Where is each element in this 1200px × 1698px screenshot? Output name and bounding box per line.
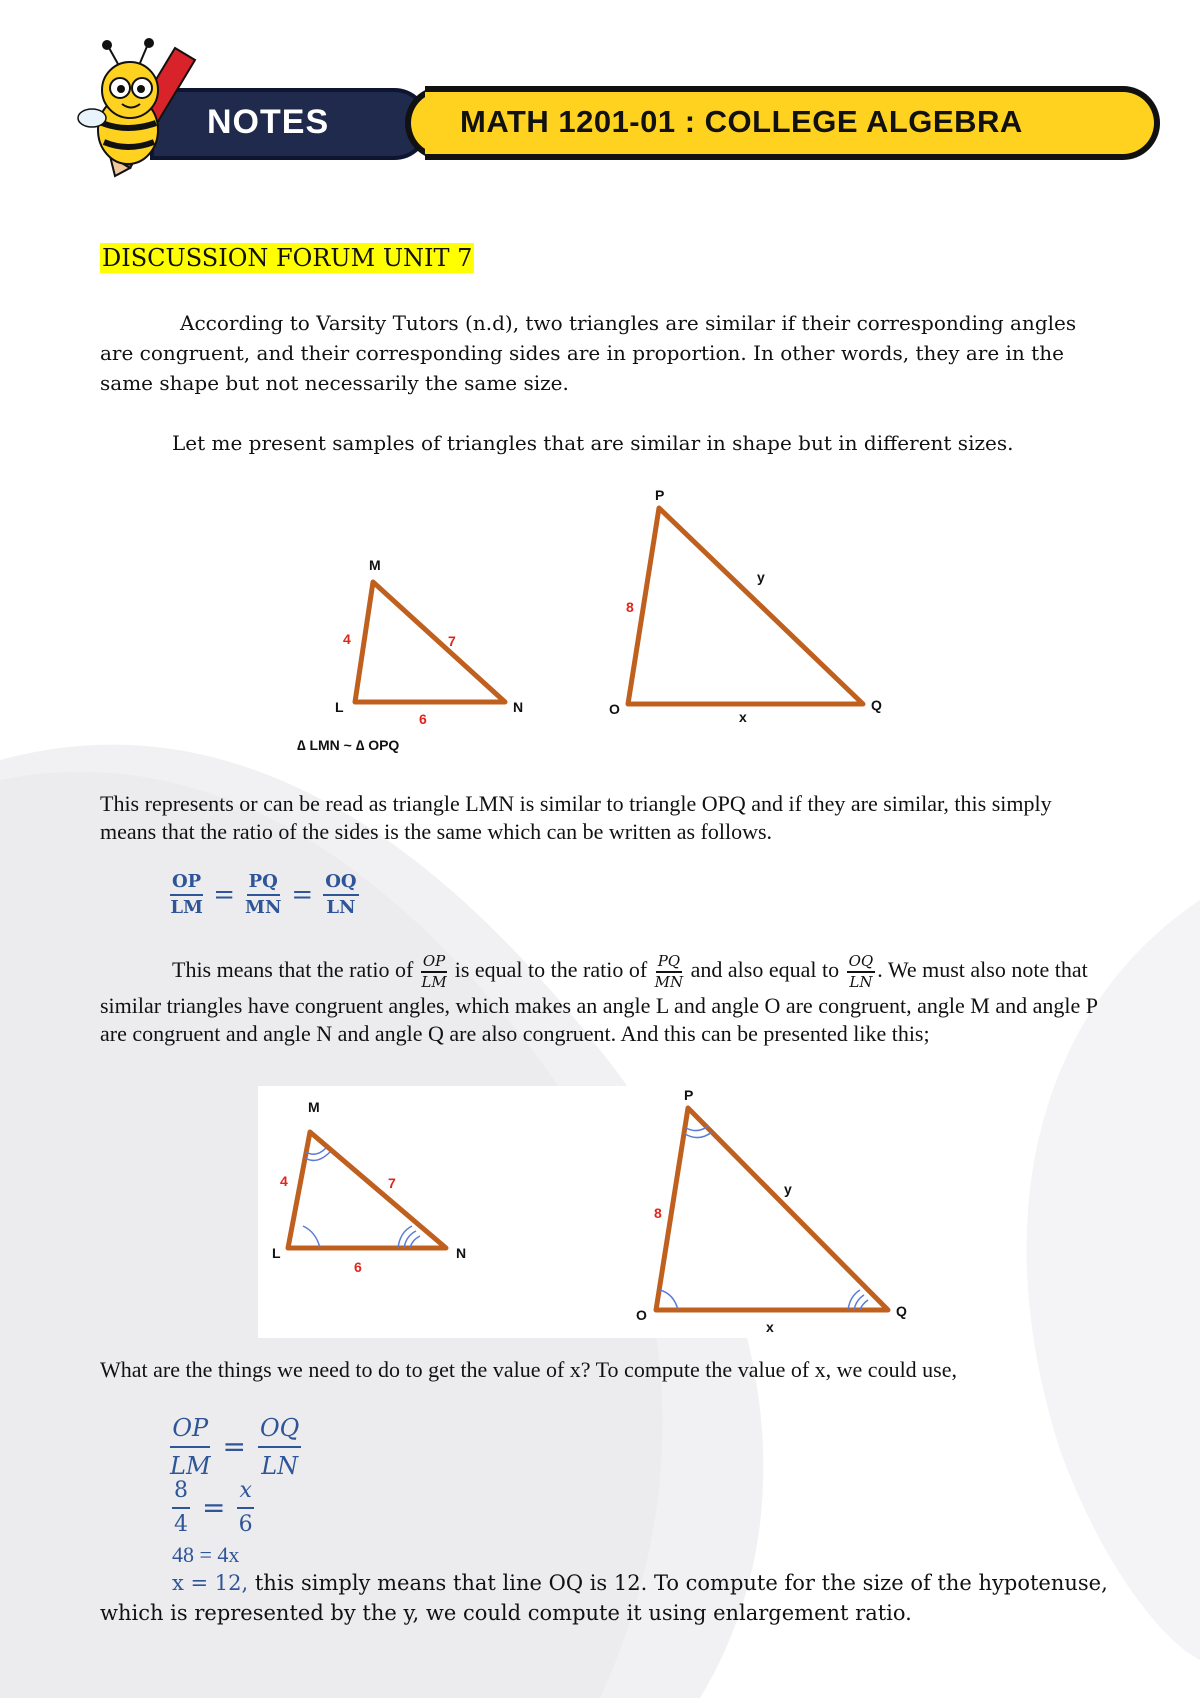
vertex-l-label: L xyxy=(335,699,344,715)
page-header xyxy=(0,0,1200,180)
equals-sign: = xyxy=(202,1491,226,1524)
side-mn-label: 7 xyxy=(388,1175,396,1191)
triangle-lmn-angles xyxy=(272,1099,466,1275)
side-ln-label: 6 xyxy=(354,1259,362,1275)
course-title: MATH 1201-01 : COLLEGE ALGEBRA xyxy=(460,104,1023,139)
intro-paragraph xyxy=(100,308,1100,398)
equals-sign: = xyxy=(222,1430,246,1463)
side-op-label: 8 xyxy=(654,1205,662,1221)
equals-sign: = xyxy=(291,880,314,910)
vertex-p-label: P xyxy=(655,487,665,503)
similar-triangles-figure xyxy=(293,486,901,758)
proportion-equation xyxy=(170,1410,301,1484)
notes-label: NOTES xyxy=(207,103,330,141)
cross-multiplied-equation: 48 = 4x xyxy=(172,1542,240,1567)
compute-x-question: What are the things we need to do to get the value of x? To compute the value of x, we could use, xyxy=(100,1357,958,1382)
samples-paragraph: Let me present samples of triangles that are similar in shape but in different sizes. xyxy=(172,431,1014,455)
vertex-m-label: M xyxy=(308,1099,320,1115)
side-pq-label: y xyxy=(757,569,765,585)
inline-fraction-pq-mn: $\frac{PQ}{MN}$ xyxy=(654,952,684,991)
vertex-q-label: Q xyxy=(896,1303,907,1319)
ratio-equation xyxy=(170,870,359,920)
side-lm-label: 4 xyxy=(343,631,351,647)
fraction-x-6: $\frac{x}{6}$ xyxy=(237,1475,253,1541)
triangle-opq xyxy=(609,487,882,725)
vertex-p-label: P xyxy=(684,1087,694,1103)
fraction-oq-ln: $\frac{OQ}{LN}$ xyxy=(325,871,357,918)
inline-fraction-op-lm: $\frac{OP}{LM}$ xyxy=(421,952,447,991)
vertex-m-label: M xyxy=(369,557,381,573)
congruent-angles-figure xyxy=(258,1086,936,1338)
intro-text: According to Varsity Tutors (n.d), two triangles are similar if their corresponding angles are congruent, and their corresponding sides are in proportion. In other words, they are in the same shape but not necessarily the same size. xyxy=(100,311,1077,395)
side-lm-label: 4 xyxy=(280,1173,288,1189)
similarity-caption: ∆ LMN ~ ∆ OPQ xyxy=(297,737,400,753)
fraction-pq-mn: $\frac{PQ}{MN}$ xyxy=(245,871,282,918)
triangle-opq-angles xyxy=(636,1087,907,1335)
inline-fraction-oq-ln: $\frac{OQ}{LN}$ xyxy=(848,952,874,991)
section-heading: DISCUSSION FORUM UNIT 7 xyxy=(102,244,473,272)
vertex-n-label: N xyxy=(513,699,524,715)
triangle-lmn xyxy=(335,557,523,727)
equals-sign: = xyxy=(213,880,236,910)
fraction-op-lm: $\frac{OP}{LM}$ xyxy=(170,1410,211,1484)
result-paragraph: x = 12, this simply means that line OQ is 12. To compute for the size of the hypotenuse, which is represented by the y, we could compute it using enlargement ratio. xyxy=(100,1571,1108,1625)
substituted-equation xyxy=(172,1475,254,1541)
side-mn-label: 7 xyxy=(448,633,456,649)
fraction-oq-ln: $\frac{OQ}{LN}$ xyxy=(258,1410,301,1484)
fraction-8-4: $\frac{8}{4}$ xyxy=(172,1475,190,1541)
vertex-o-label: O xyxy=(609,701,620,717)
side-ln-label: 6 xyxy=(419,711,427,727)
fraction-op-lm: $\frac{OP}{LM}$ xyxy=(170,871,203,918)
side-pq-label: y xyxy=(784,1181,792,1197)
ratio-explanation: This means that the ratio of $\frac{OP}{LM}$ is equal to the ratio of $\frac{PQ}{MN}$ and also equal to $\frac{OQ}{LN}$ . We must also note that similar triangles have congruent angles, which makes an angle L and angle O are congruent, angle M and angle P are congruent and angle N and angle Q are also congruent. And this can be presented like this; xyxy=(100,952,1098,1046)
vertex-l-label: L xyxy=(272,1245,281,1261)
vertex-n-label: N xyxy=(456,1245,467,1261)
vertex-q-label: Q xyxy=(871,697,882,713)
similarity-explanation: This represents or can be read as triangle LMN is similar to triangle OPQ and if they are similar, this simply means that the ratio of the sides is the same which can be written as follows. xyxy=(100,791,1052,844)
vertex-o-label: O xyxy=(636,1307,647,1323)
side-oq-label: x xyxy=(766,1319,774,1335)
bee-mascot-icon xyxy=(70,38,210,178)
side-op-label: 8 xyxy=(626,599,634,615)
side-oq-label: x xyxy=(739,709,747,725)
